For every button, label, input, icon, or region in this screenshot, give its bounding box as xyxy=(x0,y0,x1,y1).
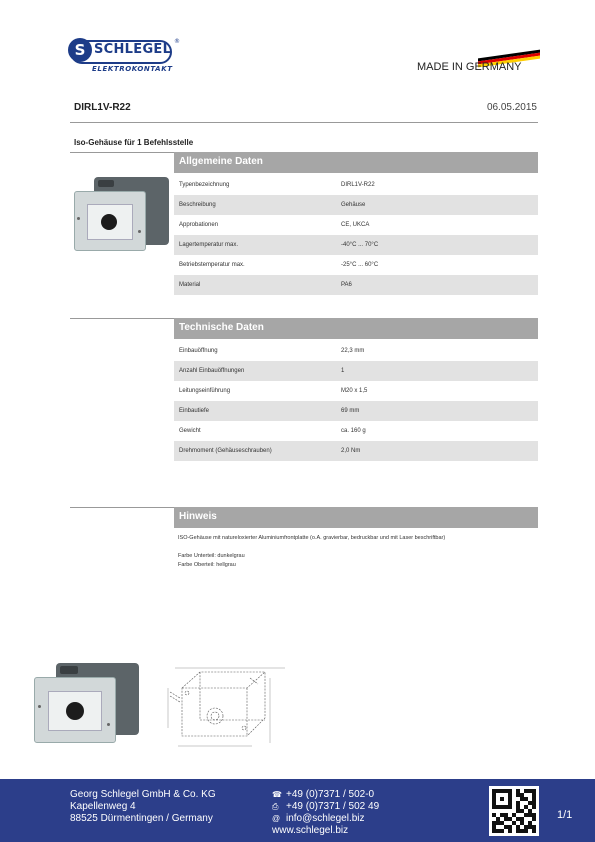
page-footer xyxy=(0,779,595,842)
row-key: Drehmoment (Gehäuseschrauben) xyxy=(179,448,272,454)
logo-subtitle: ELEKTROKONTAKT xyxy=(92,65,173,73)
technical-data-header: Technische Daten xyxy=(174,318,538,339)
row-key: Leitungseinführung xyxy=(179,388,231,394)
row-key: Approbationen xyxy=(179,222,219,228)
fax-number: +49 (0)7371 / 502 49 xyxy=(286,801,380,812)
hint-color-bottom: Farbe Unterteil: dunkelgrau xyxy=(178,553,245,559)
row-value: 2,0 Nm xyxy=(341,448,361,454)
section-divider xyxy=(70,318,174,319)
table-row xyxy=(174,215,538,235)
row-key: Typenbezeichnung xyxy=(179,182,230,188)
table-row xyxy=(174,275,538,295)
document-date: 06.05.2015 xyxy=(486,102,537,113)
email-icon: @ xyxy=(272,814,281,823)
table-row xyxy=(174,341,538,361)
logo-name: SCHLEGEL xyxy=(94,42,172,57)
qr-code-icon xyxy=(489,786,539,836)
table-row xyxy=(174,235,538,255)
company-name: Georg Schlegel GmbH & Co. KG xyxy=(70,789,216,800)
logo-registered: ® xyxy=(174,38,180,45)
website-link[interactable]: www.schlegel.biz xyxy=(272,825,349,836)
table-row xyxy=(174,255,538,275)
general-data-header: Allgemeine Daten xyxy=(174,152,538,173)
made-in-label: MADE IN GERMANY xyxy=(417,61,522,73)
row-value: Gehäuse xyxy=(341,202,366,208)
section-divider xyxy=(70,152,174,153)
row-key: Gewicht xyxy=(179,428,201,434)
row-value: 1 xyxy=(341,368,345,374)
row-key: Einbautiefe xyxy=(179,408,210,414)
section-divider xyxy=(70,507,174,508)
phone-icon: ☎ xyxy=(272,790,282,799)
company-city: 88525 Dürmentingen / Germany xyxy=(70,813,213,824)
row-value: PA6 xyxy=(341,282,352,288)
company-logo xyxy=(70,40,180,74)
phone-number: +49 (0)7371 / 502-0 xyxy=(286,789,375,800)
table-row xyxy=(174,175,538,195)
hint-description: ISO-Gehäuse mit natureloxierter Aluminiumfrontplatte (o.A. gravierbar, bedruckbar und mit Laser beschriftbar) xyxy=(178,535,446,541)
row-value: M20 x 1,5 xyxy=(341,388,368,394)
row-value: 69 mm xyxy=(341,408,360,414)
product-photo xyxy=(74,177,169,252)
table-row xyxy=(174,361,538,381)
footer-contact xyxy=(272,789,379,837)
logo-mark: S xyxy=(68,38,92,62)
header-divider xyxy=(70,122,538,123)
row-key: Einbauöffnung xyxy=(179,348,218,354)
hint-header: Hinweis xyxy=(174,507,538,528)
row-value: ca. 160 g xyxy=(341,428,366,434)
row-value: -40°C ... 70°C xyxy=(341,242,379,248)
email-link[interactable]: info@schlegel.biz xyxy=(286,813,365,824)
row-value: -25°C ... 60°C xyxy=(341,262,379,268)
row-value: 22,3 mm xyxy=(341,348,365,354)
page-number: 1/1 xyxy=(557,809,573,821)
fax-icon: ⎙ xyxy=(272,802,279,811)
technical-drawing xyxy=(160,658,290,758)
table-row xyxy=(174,401,538,421)
row-key: Betriebstemperatur max. xyxy=(179,262,245,268)
row-key: Anzahl Einbauöffnungen xyxy=(179,368,245,374)
table-row xyxy=(174,421,538,441)
table-row xyxy=(174,381,538,401)
company-street: Kapellenweg 4 xyxy=(70,801,136,812)
footer-address xyxy=(70,789,216,825)
product-photo-large xyxy=(34,663,139,743)
table-row xyxy=(174,195,538,215)
table-row xyxy=(174,441,538,461)
hint-color-top: Farbe Oberteil: hellgrau xyxy=(178,562,236,568)
row-key: Material xyxy=(179,282,201,288)
product-code: DIRL1V-R22 xyxy=(74,102,131,113)
product-title: Iso-Gehäuse für 1 Befehlsstelle xyxy=(74,138,194,147)
row-value: DIRL1V-R22 xyxy=(341,182,375,188)
row-key: Beschreibung xyxy=(179,202,216,208)
row-key: Lagertemperatur max. xyxy=(179,242,239,248)
row-value: CE, UKCA xyxy=(341,222,370,228)
